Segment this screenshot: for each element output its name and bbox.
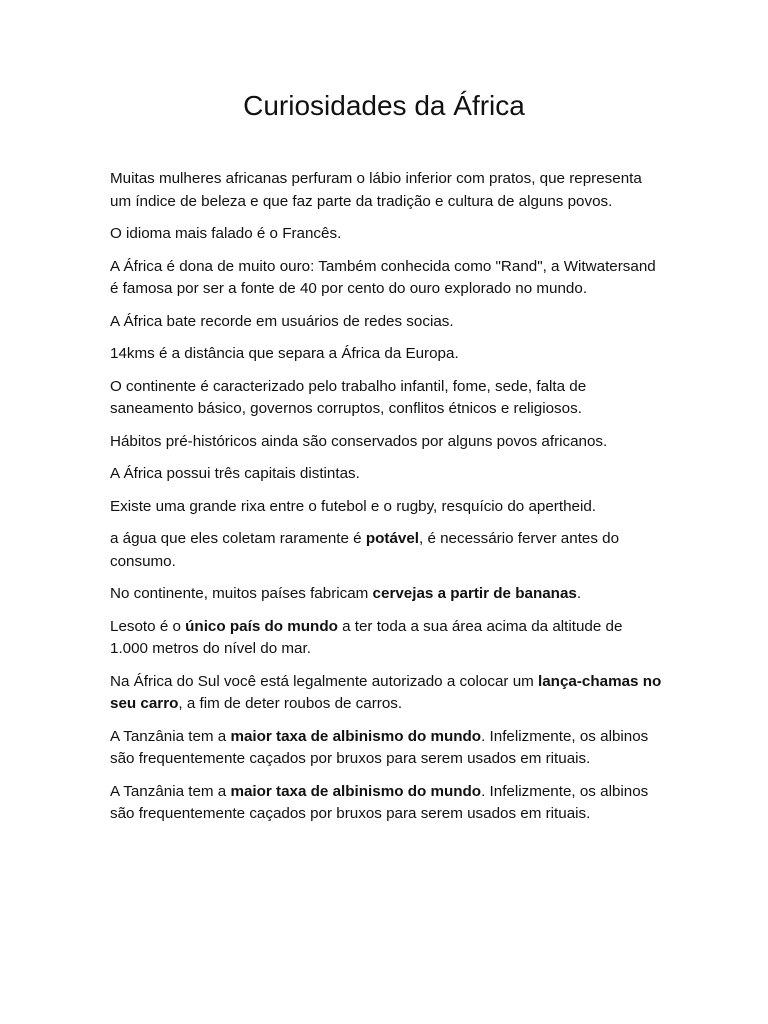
text-run: A Tanzânia tem a [110, 727, 231, 745]
page-title: Curiosidades da África [243, 90, 525, 121]
paragraph [110, 223, 662, 246]
text-run: O idioma mais falado é o Francês. [110, 225, 342, 242]
text-run: Lesoto é o [110, 617, 186, 635]
paragraph [110, 616, 662, 661]
bold-text: único país do mundo [185, 617, 338, 635]
paragraph [110, 431, 662, 454]
paragraph [110, 496, 662, 519]
text-run: 14kms é a distância que separa a África da Europa. [110, 345, 459, 362]
bold-text: maior taxa de albinismo do mundo [230, 727, 482, 745]
text-run: , é necessário ferver antes do consumo. [110, 530, 620, 570]
text-run: Existe uma grande rixa entre o futebol e o rugby, resquício do apertheid. [110, 497, 597, 515]
text-run: A África bate recorde em usuários de redes socias. [110, 312, 454, 330]
paragraph [110, 781, 662, 826]
bold-text: cervejas a partir de bananas [372, 585, 577, 602]
paragraph [110, 528, 662, 573]
document-body [110, 168, 662, 836]
text-run: . Infelizmente, os albinos são frequentemente caçados por bruxos para serem usados em rituais. [110, 782, 649, 822]
text-run: Hábitos pré-históricos ainda são conservados por alguns povos africanos. [110, 432, 608, 450]
paragraph [110, 671, 662, 716]
text-run: No continente, muitos países fabricam [110, 585, 373, 602]
text-run: a água que eles coletam raramente é [110, 530, 366, 547]
bold-text: potável [365, 530, 419, 547]
text-run: A Tanzânia tem a [110, 782, 231, 800]
text-run: Muitas mulheres africanas perfuram o lábio inferior com pratos, que representa um índice de beleza e que faz parte da tradição e cultura de alguns povos. [110, 170, 642, 210]
bold-text: lança-chamas no seu carro [110, 672, 662, 712]
paragraph [110, 726, 662, 771]
paragraph [110, 311, 662, 334]
paragraph [110, 343, 662, 366]
text-run: . Infelizmente, os albinos são frequentemente caçados por bruxos para serem usados em rituais. [110, 727, 649, 767]
text-run: a ter toda a sua área acima da altitude de 1.000 metros do nível do mar. [110, 617, 623, 657]
paragraph [110, 168, 662, 213]
text-run: . [576, 585, 582, 602]
paragraph [110, 256, 662, 301]
paragraph [110, 583, 662, 606]
text-run: O continente é caracterizado pelo trabalho infantil, fome, sede, falta de saneamento básico, governos corruptos, conflitos étnicos e religiosos. [110, 377, 587, 417]
bold-text: maior taxa de albinismo do mundo [230, 782, 482, 800]
paragraph [110, 376, 662, 421]
text-run: A África é dona de muito ouro: Também conhecida como "Rand", a Witwatersand é famosa por ser a fonte de 40 por cento do ouro explorado no mundo. [110, 257, 656, 297]
text-run: , a fim de deter roubos de carros. [178, 695, 403, 712]
paragraph [110, 463, 662, 486]
text-run: A África possui três capitais distintas. [110, 465, 360, 482]
text-run: Na África do Sul você está legalmente autorizado a colocar um [110, 672, 539, 690]
